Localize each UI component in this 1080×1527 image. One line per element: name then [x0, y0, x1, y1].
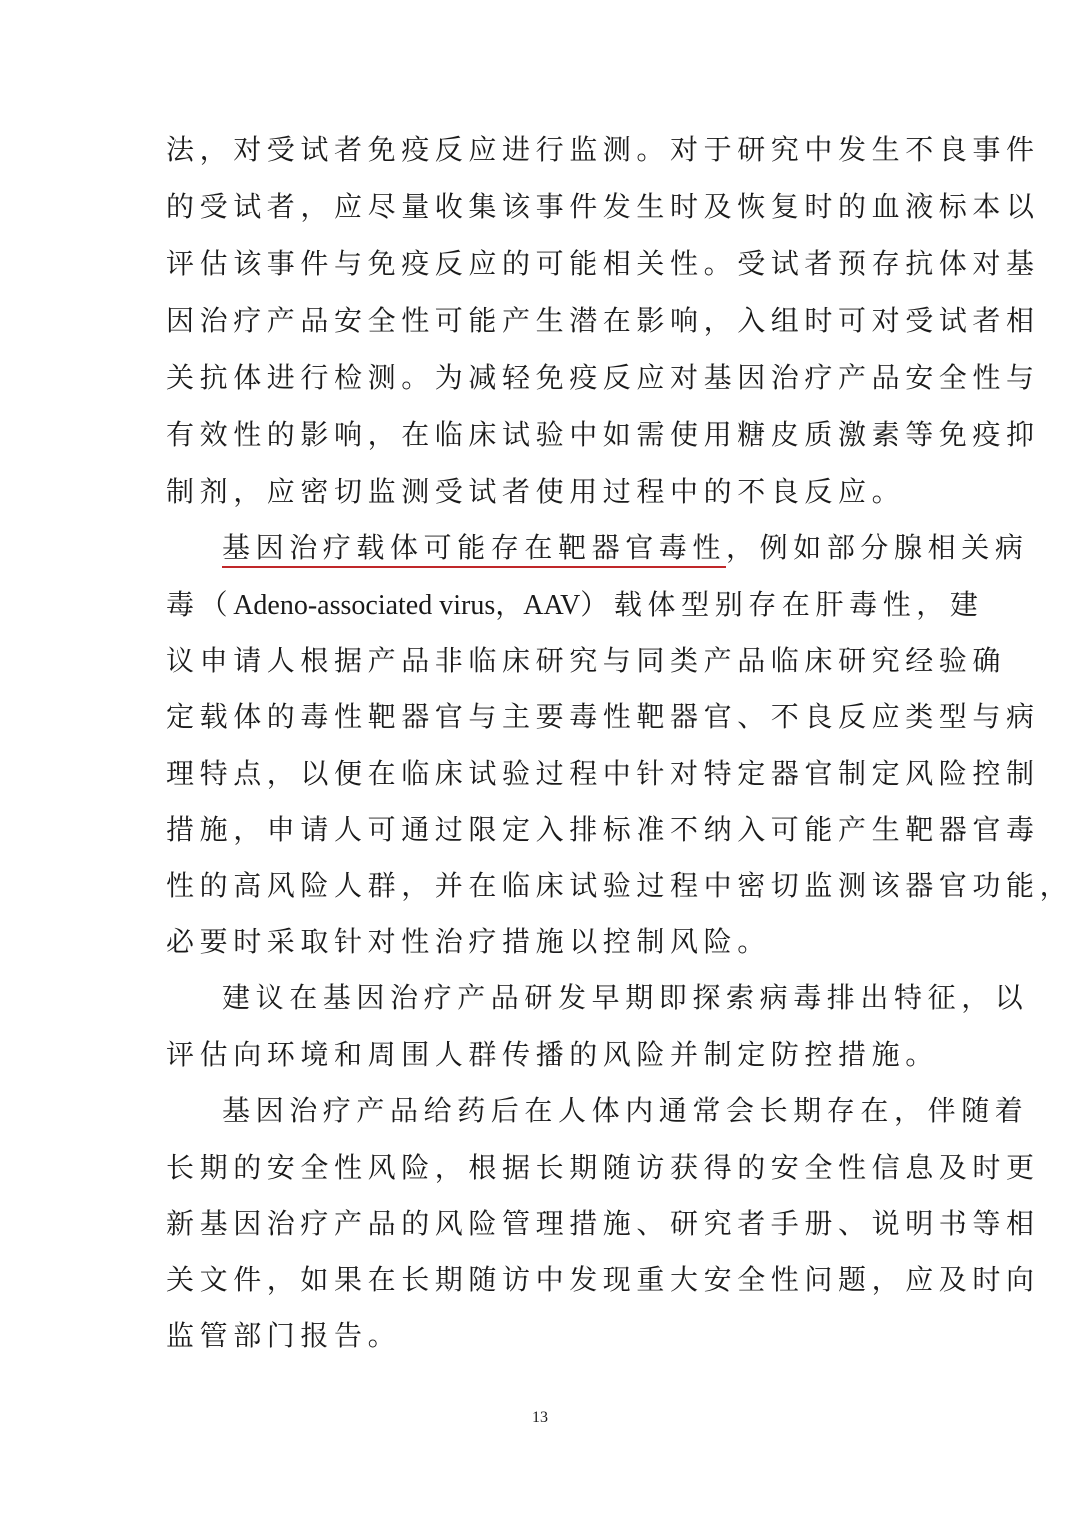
paragraph-line: 评估向环境和周围人群传播的风险并制定防控措施。 — [166, 1038, 939, 1071]
paragraph-line: 新基因治疗产品的风险管理措施、研究者手册、说明书等相 — [166, 1207, 1040, 1240]
paragraph-line: 定载体的毒性靶器官与主要毒性靶器官、不良反应类型与病 — [166, 700, 1040, 733]
paragraph-line: 法，对受试者免疫反应进行监测。对于研究中发生不良事件 — [166, 133, 1040, 166]
paragraph-line: 制剂，应密切监测受试者使用过程中的不良反应。 — [166, 475, 906, 508]
latin-term: Adeno-associated virus，AAV — [233, 590, 581, 621]
paragraph-line: 必要时采取针对性治疗措施以控制风险。 — [166, 925, 771, 958]
paragraph-line: 的受试者，应尽量收集该事件发生时及恢复时的血液标本以 — [166, 190, 1040, 223]
paragraph-line: 关文件，如果在长期随访中发现重大安全性问题，应及时向 — [166, 1263, 1040, 1296]
paragraph-line: 关抗体进行检测。为减轻免疫反应对基因治疗产品安全性与 — [166, 361, 1040, 394]
paragraph-line: 长期的安全性风险，根据长期随访获得的安全性信息及时更 — [166, 1151, 1040, 1184]
paragraph-line: 议申请人根据产品非临床研究与同类产品临床研究经验确 — [166, 644, 1007, 677]
paragraph-line: 有效性的影响，在临床试验中如需使用糖皮质激素等免疫抑 — [166, 418, 1040, 451]
paragraph-line — [166, 585, 984, 625]
paragraph-line: 理特点，以便在临床试验过程中针对特定器官制定风险控制 — [166, 757, 1040, 790]
highlighted-phrase: 基因治疗载体可能存在靶器官毒性 — [222, 531, 726, 568]
paragraph-line: 建议在基因治疗产品研发早期即探索病毒排出特征，以 — [222, 981, 1029, 1014]
paragraph-first-line — [222, 528, 1028, 568]
line-text: ）载体型别存在肝毒性，建 — [580, 588, 984, 621]
page-number: 13 — [532, 1409, 548, 1426]
line-text: 毒（ — [166, 588, 234, 621]
paragraph-line: 评估该事件与免疫反应的可能相关性。受试者预存抗体对基 — [166, 247, 1040, 280]
line-text: ，例如部分腺相关病 — [726, 531, 1029, 564]
paragraph-line: 性的高风险人群，并在临床试验过程中密切监测该器官功能， — [166, 869, 1074, 902]
paragraph-line: 基因治疗产品给药后在人体内通常会长期存在，伴随着 — [222, 1094, 1029, 1127]
paragraph-line: 措施，申请人可通过限定入排标准不纳入可能产生靶器官毒 — [166, 813, 1040, 846]
paragraph-line: 因治疗产品安全性可能产生潜在影响，入组时可对受试者相 — [166, 304, 1040, 337]
paragraph-line: 监管部门报告。 — [166, 1319, 402, 1352]
